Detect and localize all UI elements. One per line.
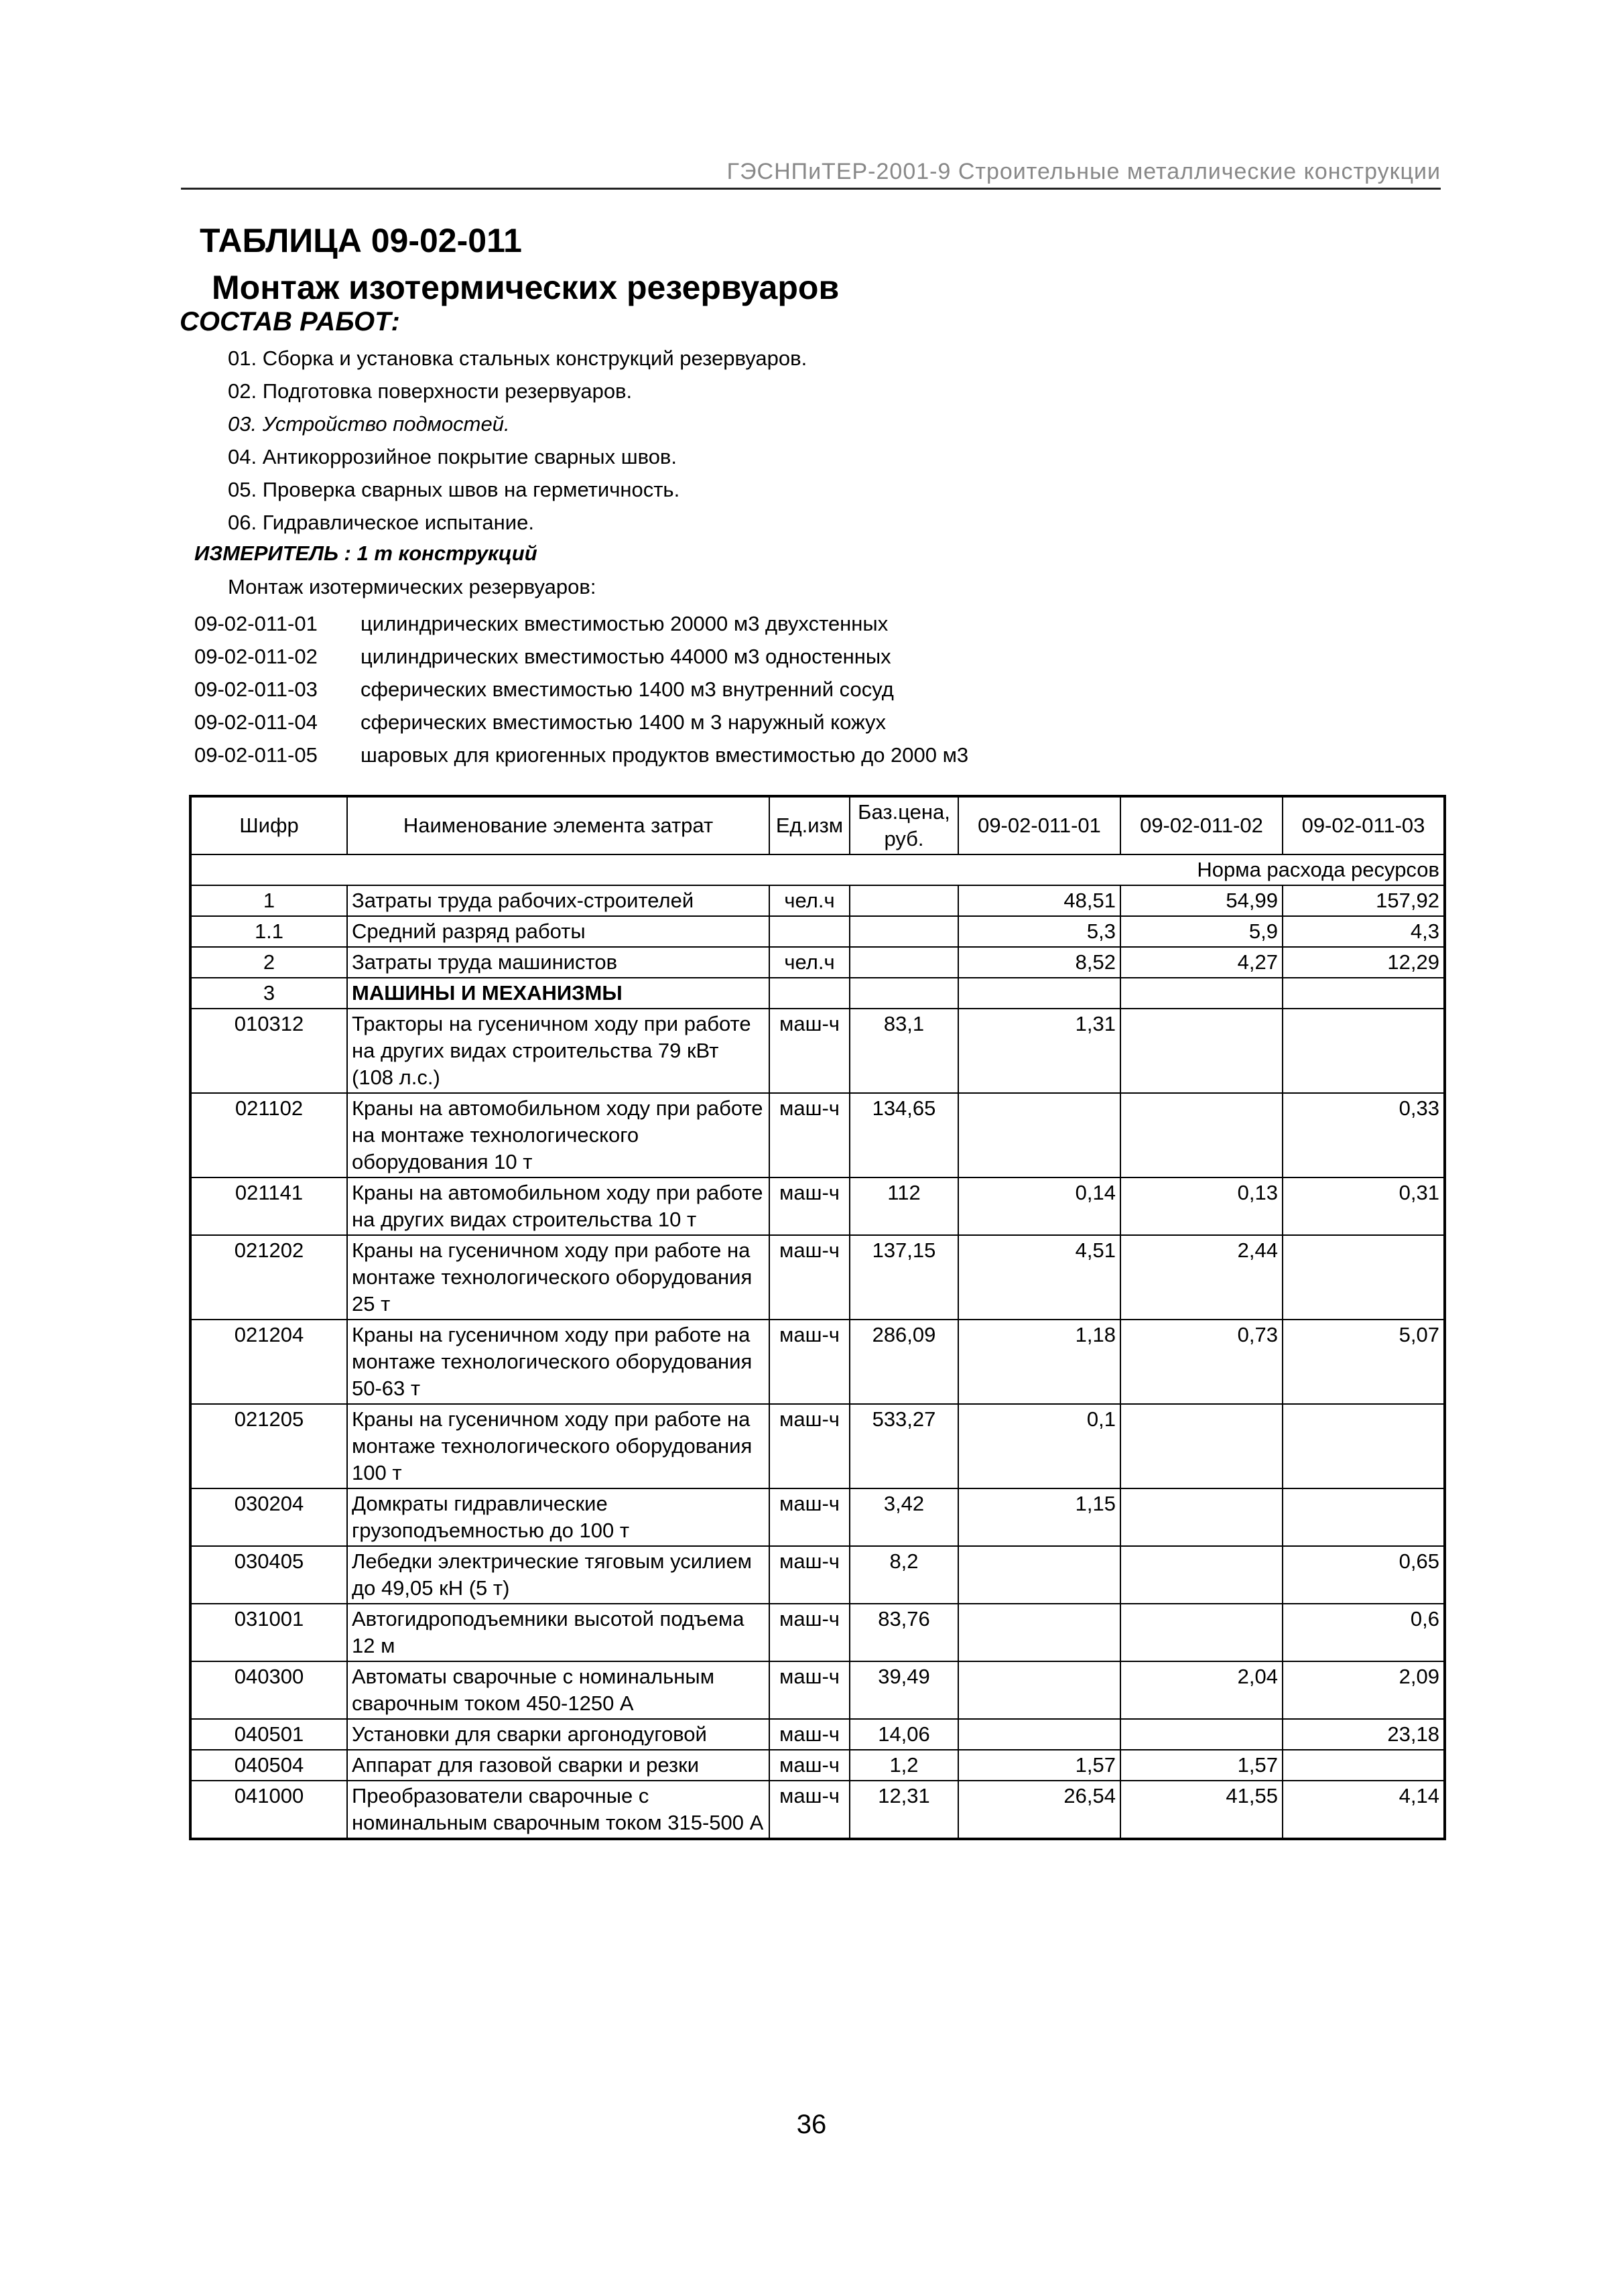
- cell-price: 8,2: [850, 1546, 958, 1604]
- cell-c3: 12,29: [1283, 947, 1445, 978]
- cell-c1: 26,54: [958, 1781, 1120, 1839]
- cell-name: Автогидроподъемники высотой подъема 12 м: [347, 1604, 769, 1661]
- col-header-c1: 09-02-011-01: [958, 796, 1120, 854]
- cell-name: Лебедки электрические тяговым усилием до 49,05 кН (5 т): [347, 1546, 769, 1604]
- cell-name: Затраты труда машинистов: [347, 947, 769, 978]
- code-id: 09-02-011-04: [194, 710, 318, 734]
- cell-c3: 157,92: [1283, 885, 1445, 916]
- cell-price: 12,31: [850, 1781, 958, 1839]
- table-row: [190, 1750, 1445, 1781]
- cell-price: 14,06: [850, 1719, 958, 1750]
- cell-unit: маш-ч: [769, 1750, 850, 1781]
- cell-c3: 4,14: [1283, 1781, 1445, 1839]
- cell-c1: 5,3: [958, 916, 1120, 947]
- cell-c1: 1,57: [958, 1750, 1120, 1781]
- cell-unit: чел.ч: [769, 947, 850, 978]
- cell-c3: [1283, 1235, 1445, 1320]
- cell-c2: [1120, 978, 1283, 1009]
- works-list: [228, 342, 807, 539]
- cell-unit: маш-ч: [769, 1009, 850, 1093]
- cell-price: 112: [850, 1177, 958, 1235]
- cell-c2: 4,27: [1120, 947, 1283, 978]
- cell-c1: [958, 1546, 1120, 1604]
- work-item: 01. Сборка и установка стальных конструкций резервуаров.: [228, 346, 807, 370]
- cell-name: Краны на автомобильном ходу при работе на монтаже технологического оборудования 10 т: [347, 1093, 769, 1177]
- col-header-name: Наименование элемента затрат: [347, 796, 769, 854]
- table-row: [190, 947, 1445, 978]
- cell-c1: 1,31: [958, 1009, 1120, 1093]
- code-id: 09-02-011-02: [194, 645, 318, 668]
- cell-name: Тракторы на гусеничном ходу при работе на других видах строительства 79 кВт (108 л.с.): [347, 1009, 769, 1093]
- cell-c3: 0,33: [1283, 1093, 1445, 1177]
- code-desc: шаровых для криогенных продуктов вместимостью до 2000 м3: [361, 743, 969, 767]
- cell-c1: [958, 978, 1120, 1009]
- table-row: [190, 1661, 1445, 1719]
- work-item: 03. Устройство подмостей.: [228, 412, 510, 436]
- cell-unit: маш-ч: [769, 1719, 850, 1750]
- code-row: [194, 739, 968, 771]
- norm-row: [190, 854, 1445, 885]
- cell-c2: 41,55: [1120, 1781, 1283, 1839]
- code-id: 09-02-011-05: [194, 743, 318, 767]
- cell-unit: [769, 916, 850, 947]
- cell-c3: 4,3: [1283, 916, 1445, 947]
- cell-shifr: 030204: [190, 1488, 347, 1546]
- cell-unit: маш-ч: [769, 1093, 850, 1177]
- code-desc: цилиндрических вместимостью 44000 м3 одностенных: [361, 645, 891, 668]
- measure-unit: ИЗМЕРИТЕЛЬ : 1 т конструкций: [194, 541, 537, 565]
- cell-c2: [1120, 1719, 1283, 1750]
- cell-price: 83,76: [850, 1604, 958, 1661]
- running-header-text: ГЭСНПиТЕР-2001-9 Строительные металлические конструкции: [726, 159, 1441, 184]
- cell-shifr: 1: [190, 885, 347, 916]
- cell-shifr: 021204: [190, 1320, 347, 1404]
- cell-shifr: 040300: [190, 1661, 347, 1719]
- table-row: [190, 1604, 1445, 1661]
- page-number: 36: [796, 2110, 827, 2139]
- cell-name: Краны на гусеничном ходу при работе на монтаже технологического оборудования 50-63 т: [347, 1320, 769, 1404]
- cell-c1: 4,51: [958, 1235, 1120, 1320]
- cell-price: [850, 947, 958, 978]
- cell-unit: маш-ч: [769, 1661, 850, 1719]
- cell-c1: 8,52: [958, 947, 1120, 978]
- code-row: [194, 673, 968, 706]
- cell-c3: [1283, 1404, 1445, 1488]
- cell-name: Затраты труда рабочих-строителей: [347, 885, 769, 916]
- cell-price: 39,49: [850, 1661, 958, 1719]
- table-row: [190, 1177, 1445, 1235]
- cell-price: 3,42: [850, 1488, 958, 1546]
- cell-c2: [1120, 1093, 1283, 1177]
- cell-unit: [769, 978, 850, 1009]
- cell-c2: 0,73: [1120, 1320, 1283, 1404]
- cell-c2: 0,13: [1120, 1177, 1283, 1235]
- work-item: 04. Антикоррозийное покрытие сварных швов.: [228, 445, 677, 468]
- table-header-row: [190, 796, 1445, 854]
- cell-shifr: 041000: [190, 1781, 347, 1839]
- table-row: [190, 1009, 1445, 1093]
- cell-c3: 2,09: [1283, 1661, 1445, 1719]
- cell-c2: [1120, 1488, 1283, 1546]
- cell-name: Средний разряд работы: [347, 916, 769, 947]
- cell-name: Аппарат для газовой сварки и резки: [347, 1750, 769, 1781]
- cell-c3: 0,6: [1283, 1604, 1445, 1661]
- cell-c2: [1120, 1604, 1283, 1661]
- cell-shifr: 1.1: [190, 916, 347, 947]
- cell-c1: 1,15: [958, 1488, 1120, 1546]
- cell-shifr: 021205: [190, 1404, 347, 1488]
- table-row: [190, 978, 1445, 1009]
- cell-name: Краны на автомобильном ходу при работе на других видах строительства 10 т: [347, 1177, 769, 1235]
- cell-c1: 1,18: [958, 1320, 1120, 1404]
- code-row: [194, 640, 968, 673]
- code-id: 09-02-011-01: [194, 612, 318, 635]
- col-header-c3: 09-02-011-03: [1283, 796, 1445, 854]
- cell-c2: 54,99: [1120, 885, 1283, 916]
- cell-name: Преобразователи сварочные с номинальным сварочным током 315-500 А: [347, 1781, 769, 1839]
- cell-price: [850, 916, 958, 947]
- cell-c2: 2,44: [1120, 1235, 1283, 1320]
- cell-price: 137,15: [850, 1235, 958, 1320]
- norm-label: Норма расхода ресурсов: [190, 854, 1445, 885]
- cell-unit: маш-ч: [769, 1781, 850, 1839]
- cell-c1: 48,51: [958, 885, 1120, 916]
- cell-c1: 0,14: [958, 1177, 1120, 1235]
- cell-unit: чел.ч: [769, 885, 850, 916]
- cell-unit: маш-ч: [769, 1546, 850, 1604]
- cell-shifr: 021202: [190, 1235, 347, 1320]
- cell-unit: маш-ч: [769, 1488, 850, 1546]
- table-row: [190, 1320, 1445, 1404]
- cell-price: 1,2: [850, 1750, 958, 1781]
- table-row: [190, 1781, 1445, 1839]
- cell-unit: маш-ч: [769, 1320, 850, 1404]
- works-heading: СОСТАВ РАБОТ:: [180, 307, 400, 336]
- cell-shifr: 040504: [190, 1750, 347, 1781]
- cell-price: 286,09: [850, 1320, 958, 1404]
- cell-c3: 23,18: [1283, 1719, 1445, 1750]
- cell-c1: [958, 1604, 1120, 1661]
- cell-name: Домкраты гидравлические грузоподъемностью до 100 т: [347, 1488, 769, 1546]
- code-desc: сферических вместимостью 1400 м 3 наружный кожух: [361, 710, 887, 734]
- code-desc: цилиндрических вместимостью 20000 м3 двухстенных: [361, 612, 889, 635]
- code-id: 09-02-011-03: [194, 678, 318, 701]
- cell-shifr: 3: [190, 978, 347, 1009]
- code-row: [194, 607, 968, 640]
- cell-price: [850, 885, 958, 916]
- cell-name: МАШИНЫ И МЕХАНИЗМЫ: [347, 978, 769, 1009]
- cell-c3: 5,07: [1283, 1320, 1445, 1404]
- cell-c2: [1120, 1404, 1283, 1488]
- measure-subtitle: Монтаж изотермических резервуаров:: [228, 575, 596, 598]
- code-row: [194, 706, 968, 739]
- table-row: [190, 885, 1445, 916]
- cell-c2: [1120, 1009, 1283, 1093]
- cell-shifr: 2: [190, 947, 347, 978]
- resource-table: [189, 795, 1446, 1840]
- cell-c3: [1283, 1750, 1445, 1781]
- cell-name: Автоматы сварочные с номинальным сварочным током 450-1250 А: [347, 1661, 769, 1719]
- table-row: [190, 1719, 1445, 1750]
- table-row: [190, 1093, 1445, 1177]
- cell-c1: [958, 1719, 1120, 1750]
- cell-price: [850, 978, 958, 1009]
- col-header-price: Баз.цена, руб.: [850, 796, 958, 854]
- cell-c3: [1283, 1009, 1445, 1093]
- code-desc: сферических вместимостью 1400 м3 внутренний сосуд: [361, 678, 894, 701]
- cell-name: Установки для сварки аргонодуговой: [347, 1719, 769, 1750]
- cell-c1: [958, 1661, 1120, 1719]
- cell-c2: [1120, 1546, 1283, 1604]
- table-body: [190, 854, 1445, 1839]
- cell-c3: 0,65: [1283, 1546, 1445, 1604]
- cell-c1: 0,1: [958, 1404, 1120, 1488]
- cell-shifr: 021102: [190, 1093, 347, 1177]
- cell-price: 134,65: [850, 1093, 958, 1177]
- section-subtitle: Монтаж изотермических резервуаров: [212, 269, 840, 306]
- cell-price: 83,1: [850, 1009, 958, 1093]
- cell-price: 533,27: [850, 1404, 958, 1488]
- cell-c3: 0,31: [1283, 1177, 1445, 1235]
- cell-unit: маш-ч: [769, 1235, 850, 1320]
- col-header-unit: Ед.изм: [769, 796, 850, 854]
- work-item: 06. Гидравлическое испытание.: [228, 511, 534, 534]
- work-item: 05. Проверка сварных швов на герметичность.: [228, 478, 680, 501]
- col-header-shifr: Шифр: [190, 796, 347, 854]
- cell-unit: маш-ч: [769, 1404, 850, 1488]
- table-row: [190, 916, 1445, 947]
- cell-c3: [1283, 1488, 1445, 1546]
- cell-name: Краны на гусеничном ходу при работе на монтаже технологического оборудования 25 т: [347, 1235, 769, 1320]
- col-header-c2: 09-02-011-02: [1120, 796, 1283, 854]
- cell-c2: 5,9: [1120, 916, 1283, 947]
- cell-c2: 2,04: [1120, 1661, 1283, 1719]
- cell-shifr: 010312: [190, 1009, 347, 1093]
- table-row: [190, 1488, 1445, 1546]
- cell-unit: маш-ч: [769, 1604, 850, 1661]
- cell-c3: [1283, 978, 1445, 1009]
- cell-shifr: 021141: [190, 1177, 347, 1235]
- cell-name: Краны на гусеничном ходу при работе на монтаже технологического оборудования 100 т: [347, 1404, 769, 1488]
- cell-shifr: 040501: [190, 1719, 347, 1750]
- table-title: ТАБЛИЦА 09-02-011: [200, 222, 522, 259]
- work-item: 02. Подготовка поверхности резервуаров.: [228, 379, 633, 403]
- cell-unit: маш-ч: [769, 1177, 850, 1235]
- cell-shifr: 030405: [190, 1546, 347, 1604]
- running-header: [181, 153, 1441, 190]
- table-row: [190, 1546, 1445, 1604]
- cell-shifr: 031001: [190, 1604, 347, 1661]
- table-row: [190, 1235, 1445, 1320]
- table-row: [190, 1404, 1445, 1488]
- cell-c2: 1,57: [1120, 1750, 1283, 1781]
- code-list: [194, 607, 968, 771]
- cell-c1: [958, 1093, 1120, 1177]
